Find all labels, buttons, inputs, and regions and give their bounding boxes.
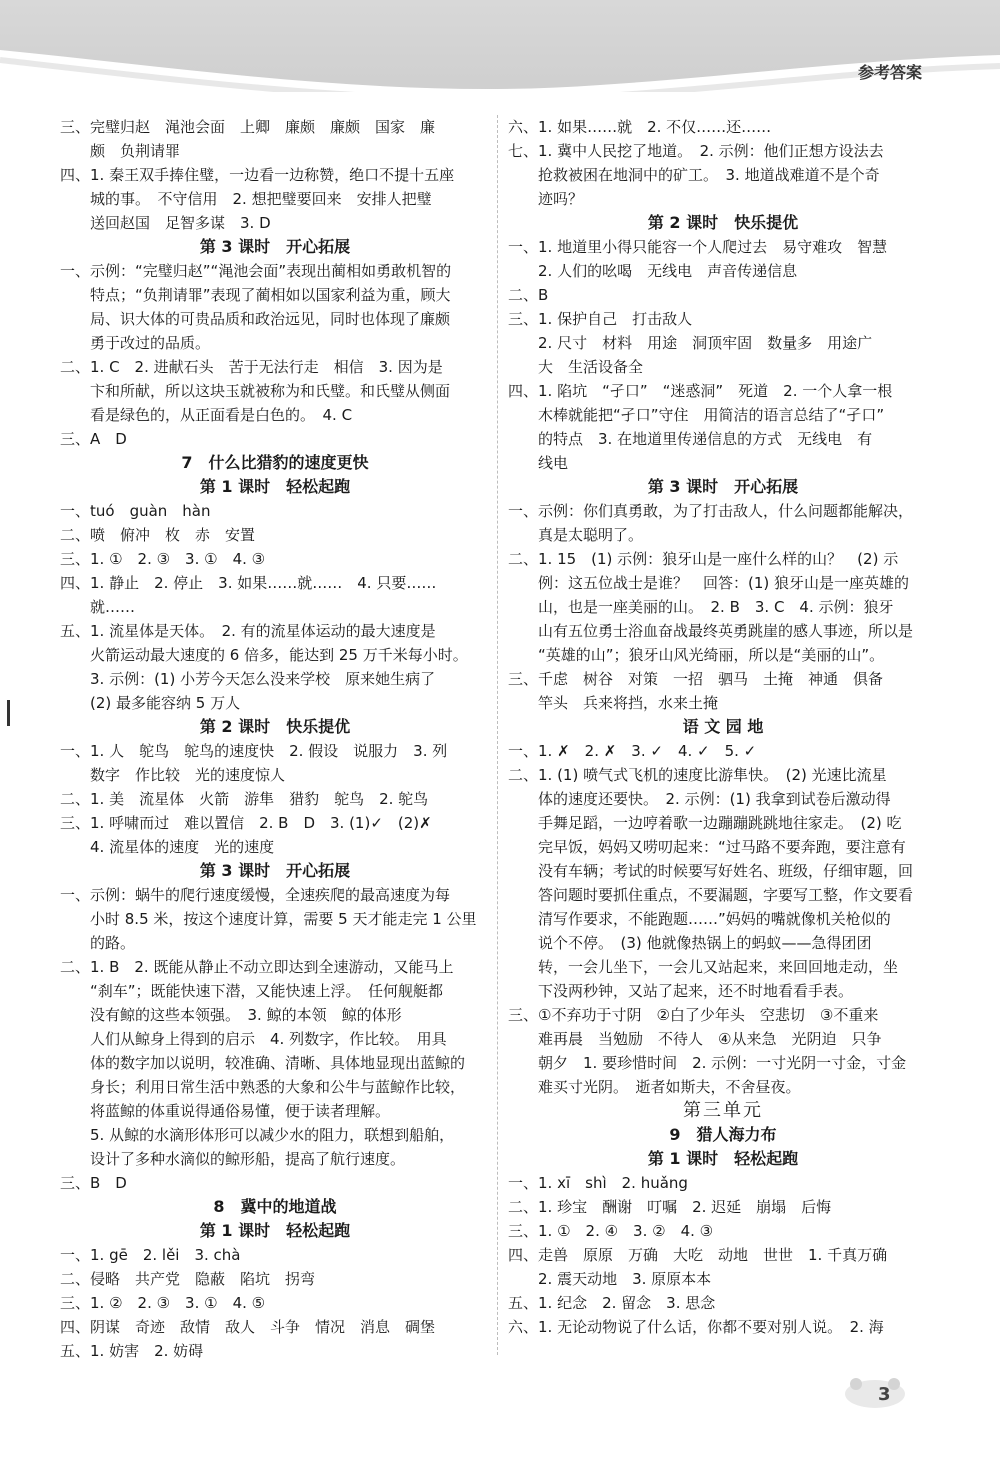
answer-line: 一、示例：你们真勇敢，为了打击敌人，什么问题都能解决， (508, 502, 914, 520)
page-number: 3 (878, 1384, 891, 1405)
answer-line: 人们从鲸身上得到的启示 4. 列数字，作比较。 用具 (60, 1030, 447, 1048)
page-header (0, 0, 1000, 92)
answer-line: 六、1. 无论动物说了什么话，你都不要对别人说。 2. 海 (508, 1318, 884, 1336)
margin-mark (7, 700, 10, 726)
answer-line: 清写作要求，不能跑题……”妈妈的嘴就像机关枪似的 (508, 910, 891, 928)
answer-line: 城的事。 不守信用 2. 想把璧要回来 安排人把璧 (60, 190, 432, 208)
answer-line: 5. 从鲸的水滴形体形可以减少水的阻力，联想到船舶， (60, 1126, 455, 1144)
answer-line: 身长；利用日常生活中熟悉的大象和公牛与蓝鲸作比较， (60, 1078, 466, 1096)
answer-line: “英雄的山”；狼牙山风光绮丽，所以是“美丽的山”。 (508, 646, 885, 664)
answer-line: 没有鲸的这些本领强。 3. 鲸的本领 鲸的体形 (60, 1006, 402, 1024)
answer-line: 颇 负荆请罪 (60, 142, 181, 160)
answer-line: 就…… (60, 598, 136, 616)
answer-line: 难买寸光阴。 逝者如斯夫，不舍昼夜。 (508, 1078, 801, 1096)
answer-line: 2. 尺寸 材料 用途 洞顶牢固 数量多 用途广 (508, 334, 873, 352)
answer-line: 二、1. C 2. 进献石头 苦于无法行走 相信 3. 因为是 (60, 358, 443, 376)
answer-line: 例：这五位战士是谁？ 回答：(1) 狼牙山是一座英雄的 (508, 574, 910, 592)
section-heading: 8 冀中的地道战 (213, 1197, 337, 1216)
answer-line: 没有车辆；考试的时候要写好姓名、班级，仔细审题，回 (508, 862, 914, 880)
answer-line: 小时 8.5 米，按这个速度计算，需要 5 天才能走完 1 公里 (60, 910, 477, 928)
answer-line: 局、识大体的可贵品质和政治远见，同时也体现了廉颇 (60, 310, 451, 328)
answer-line: 三、1. 呼啸而过 难以置信 2. B D 3. (1)✓ (2)✗ (60, 814, 432, 832)
answer-line: 三、1. ① 2. ④ 3. ② 4. ③ (508, 1222, 714, 1240)
section-heading: 第 1 课时 轻松起跑 (647, 1149, 799, 1168)
answer-line: 三、A D (60, 430, 127, 448)
answer-line: 二、1. (1) 喷气式飞机的速度比游隼快。 (2) 光速比流星 (508, 766, 887, 784)
answer-line: 抢救被困在地洞中的矿工。 3. 地道战难道不是个奇 (508, 166, 880, 184)
header-title: 参考答案 (857, 63, 922, 82)
answer-line: 卞和所献，所以这块玉就被称为和氏璧。和氏璧从侧面 (60, 382, 451, 400)
answer-line: 三、千虑 树谷 对策 一招 驷马 土掩 神通 俱备 (508, 670, 884, 688)
answer-line: 难再晨 当勉励 不待人 ④从来急 光阴迫 只争 (508, 1030, 882, 1048)
answer-line: 四、1. 静止 2. 停止 3. 如果……就…… 4. 只要…… (60, 574, 437, 592)
answer-line: 体的数字加以说明，较准确、清晰、具体地显现出蓝鲸的 (60, 1054, 466, 1072)
header-wave-decoration (0, 0, 1000, 92)
answer-line: 七、1. 冀中人民挖了地道。 2. 示例：他们正想方设法去 (508, 142, 884, 160)
answer-line: 三、①不弃功于寸阴 ②白了少年头 空悲切 ③不重来 (508, 1006, 879, 1024)
section-heading: 第 3 课时 开心拓展 (647, 477, 799, 496)
section-heading: 9 猎人海力布 (669, 1125, 777, 1144)
answer-line: 真是太聪明了。 (508, 526, 644, 544)
answer-line: 三、1. ② 2. ③ 3. ① 4. ⑤ (60, 1294, 266, 1312)
right-column (508, 115, 938, 1339)
answer-line: 答问题时要抓住重点，不要漏题，字要写工整，作文要看 (508, 886, 914, 904)
answer-line: 火箭运动最大速度的 6 倍多，能达到 25 万千米每小时。 (60, 646, 468, 664)
answer-line: “刹车”；既能快速下潜，又能快速上浮。 任何舰艇都 (60, 982, 444, 1000)
answer-line: 木棒就能把“孑口”守住 用简洁的语言总结了“孑口” (508, 406, 885, 424)
answer-line: 二、喷 俯冲 枚 赤 安置 (60, 526, 256, 544)
answer-line: 五、1. 妨害 2. 妨碍 (60, 1342, 204, 1360)
answer-line: 四、阴谋 奇迹 敌情 敌人 斗争 情况 消息 碉堡 (60, 1318, 436, 1336)
answer-line: 六、1. 如果……就 2. 不仅……还…… (508, 118, 772, 136)
answer-line: 特点；“负荆请罪”表现了蔺相如以国家利益为重，顾大 (60, 286, 451, 304)
answer-line: 送回赵国 足智多谋 3. D (60, 214, 271, 232)
page-number-decoration (840, 1374, 910, 1410)
section-heading: 语 文 园 地 (682, 717, 764, 736)
section-heading: 第 2 课时 快乐提优 (199, 717, 351, 736)
answer-line: 转，一会儿坐下，一会儿又站起来，来回回地走动，坐 (508, 958, 899, 976)
answer-line: 三、B D (60, 1174, 127, 1192)
answer-line: 竿头 兵来将挡，水来土掩 (508, 694, 719, 712)
column-divider (497, 115, 498, 1355)
answer-line: 看是绿色的，从正面看是白色的。 4. C (60, 406, 353, 424)
answer-line: 二、1. 美 流星体 火箭 游隼 猎豹 鸵鸟 2. 鸵鸟 (60, 790, 429, 808)
answer-line: 勇于改过的品质。 (60, 334, 211, 352)
answer-line: 线电 (508, 454, 569, 472)
section-heading: 第 1 课时 轻松起跑 (199, 477, 351, 496)
answer-line: 三、1. ① 2. ③ 3. ① 4. ③ (60, 550, 266, 568)
answer-line: 二、1. 珍宝 酬谢 叮嘱 2. 迟延 崩塌 后悔 (508, 1198, 832, 1216)
unit-heading: 第三单元 (683, 1100, 763, 1121)
answer-line: 一、tuó guàn hàn (60, 502, 211, 520)
answer-line: 四、走兽 原原 万确 大吃 动地 世世 1. 千真万确 (508, 1246, 888, 1264)
answer-line: 一、示例：蜗牛的爬行速度缓慢，全速疾爬的最高速度为每 (60, 886, 451, 904)
answer-line: (2) 最多能容纳 5 万人 (60, 694, 241, 712)
answer-line: 4. 流星体的速度 光的速度 (60, 838, 275, 856)
answer-line: 三、完璧归赵 渑池会面 上卿 廉颇 廉颇 国家 廉 (60, 118, 436, 136)
answer-line: 二、B (508, 286, 549, 304)
answer-line: 下没两秒钟，又站了起来，还不时地看看手表。 (508, 982, 854, 1000)
answer-line: 五、1. 纪念 2. 留念 3. 思念 (508, 1294, 716, 1312)
answer-line: 山有五位勇士浴血奋战最终英勇跳崖的感人事迹，所以是 (508, 622, 914, 640)
section-heading: 第 2 课时 快乐提优 (647, 213, 799, 232)
section-heading: 第 3 课时 开心拓展 (199, 237, 351, 256)
answer-line: 大 生活设备全 (508, 358, 644, 376)
answer-line: 的特点 3. 在地道里传递信息的方式 无线电 有 (508, 430, 873, 448)
answer-line: 的路。 (60, 934, 136, 952)
answer-line: 一、1. ✗ 2. ✗ 3. ✓ 4. ✓ 5. ✓ (508, 742, 757, 760)
section-heading: 第 3 课时 开心拓展 (199, 861, 351, 880)
answer-line: 手舞足蹈，一边哼着歌一边蹦蹦跳跳地往家走。 (2) 吃 (508, 814, 902, 832)
answer-line: 设计了多种水滴似的鲸形船，提高了航行速度。 (60, 1150, 406, 1168)
answer-line: 一、1. 地道里小得只能容一个人爬过去 易守难攻 智慧 (508, 238, 888, 256)
answer-line: 一、1. 人 鸵鸟 鸵鸟的速度快 2. 假设 说服力 3. 列 (60, 742, 448, 760)
answer-line: 迹吗？ (508, 190, 584, 208)
answer-line: 山，也是一座美丽的山。 2. B 3. C 4. 示例：狼牙 (508, 598, 894, 616)
answer-line: 体的速度还要快。 2. 示例：(1) 我拿到试卷后激动得 (508, 790, 891, 808)
answer-line: 完早饭，妈妈又唠叨起来：“过马路不要奔跑，要注意有 (508, 838, 906, 856)
answer-line: 3. 示例：(1) 小芳今天怎么没来学校 原来她生病了 (60, 670, 436, 688)
answer-line: 数字 作比较 光的速度惊人 (60, 766, 286, 784)
answer-line: 将蓝鲸的体重说得通俗易懂，便于读者理解。 (60, 1102, 391, 1120)
answer-line: 二、1. B 2. 既能从静止不动立即达到全速游动，又能马上 (60, 958, 454, 976)
section-heading: 第 1 课时 轻松起跑 (199, 1221, 351, 1240)
answer-line: 说个不停。 (3) 他就像热锅上的蚂蚁——急得团团 (508, 934, 872, 952)
answer-line: 2. 人们的吆喝 无线电 声音传递信息 (508, 262, 798, 280)
answer-line: 四、1. 秦王双手捧住璧，一边看一边称赞，绝口不提十五座 (60, 166, 455, 184)
answer-line: 一、1. xī shì 2. huǎng (508, 1174, 688, 1192)
answer-line: 朝夕 1. 要珍惜时间 2. 示例：一寸光阴一寸金，寸金 (508, 1054, 907, 1072)
answer-line: 二、1. 15 (1) 示例：狼牙山是一座什么样的山？ (2) 示 (508, 550, 899, 568)
answer-line: 一、1. gē 2. lěi 3. chà (60, 1246, 241, 1264)
left-column (60, 115, 490, 1363)
answer-line: 三、1. 保护自己 打击敌人 (508, 310, 693, 328)
answer-line: 二、侵略 共产党 隐蔽 陷坑 拐弯 (60, 1270, 316, 1288)
answer-line: 四、1. 陷坑 “孑口” “迷惑洞” 死道 2. 一个人拿一根 (508, 382, 893, 400)
answer-line: 一、示例：“完璧归赵”“渑池会面”表现出蔺相如勇敢机智的 (60, 262, 452, 280)
answer-line: 五、1. 流星体是天体。 2. 有的流星体运动的最大速度是 (60, 622, 436, 640)
answer-line: 2. 震天动地 3. 原原本本 (508, 1270, 712, 1288)
section-heading: 7 什么比猎豹的速度更快 (181, 453, 369, 472)
